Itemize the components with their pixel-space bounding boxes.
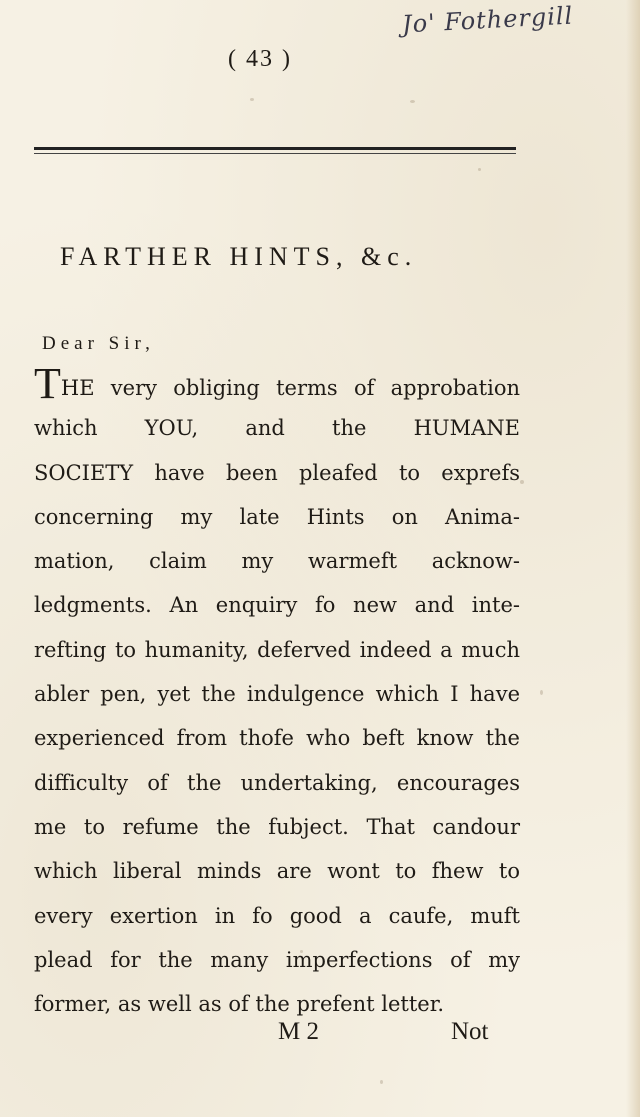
catchword: Not [451, 1018, 489, 1045]
body-line-4: concerning my late Hints on Anima- [34, 504, 520, 529]
body-line-12: which liberal minds are wont to fhew to [34, 859, 520, 884]
header-rule-thin [34, 153, 516, 154]
paper-speck [300, 950, 303, 953]
letter-body [34, 359, 520, 1026]
section-title: FARTHER HINTS, &c. [60, 242, 418, 271]
body-line-3: SOCIETY have been pleafed to exprefs [34, 460, 520, 485]
body-line-5: mation, claim my warmeft acknow- [34, 549, 520, 574]
body-line-6: ledgments. An enquiry fo new and inte- [34, 593, 520, 618]
paper-speck [410, 100, 415, 103]
body-line-13: every exertion in fo good a caufe, muft [34, 903, 520, 928]
signature-mark: M 2 [278, 1018, 319, 1045]
body-line-14: plead for the many imperfections of my [34, 947, 520, 972]
body-line-9: experienced from thofe who beft know the [34, 726, 520, 751]
paper-speck [478, 168, 481, 171]
paper-speck [250, 98, 254, 101]
body-line-10: difficulty of the undertaking, encourages [34, 770, 520, 795]
header-rule [34, 147, 516, 150]
paper-speck [380, 1080, 383, 1084]
body-line-8: abler pen, yet the indulgence which I have [34, 682, 520, 707]
body-line-11: me to refume the fubject. That candour [34, 814, 520, 839]
body-line-15: former, as well as of the prefent letter. [34, 992, 445, 1017]
handwritten-margin-note: Jo' Fothergill [401, 1, 574, 39]
body-line-7: refting to humanity, deferved indeed a much [34, 637, 520, 662]
page-number: ( 43 ) [228, 46, 292, 72]
paper-speck [540, 690, 543, 695]
letter-salutation: Dear Sir, [42, 333, 155, 354]
body-line-1: THE very obliging terms of approbation [34, 359, 520, 408]
drop-cap: T [34, 359, 61, 408]
page-edge-shadow [626, 0, 640, 1117]
body-line-2: which YOU, and the HUMANE [34, 416, 520, 441]
paper-speck [520, 480, 524, 484]
